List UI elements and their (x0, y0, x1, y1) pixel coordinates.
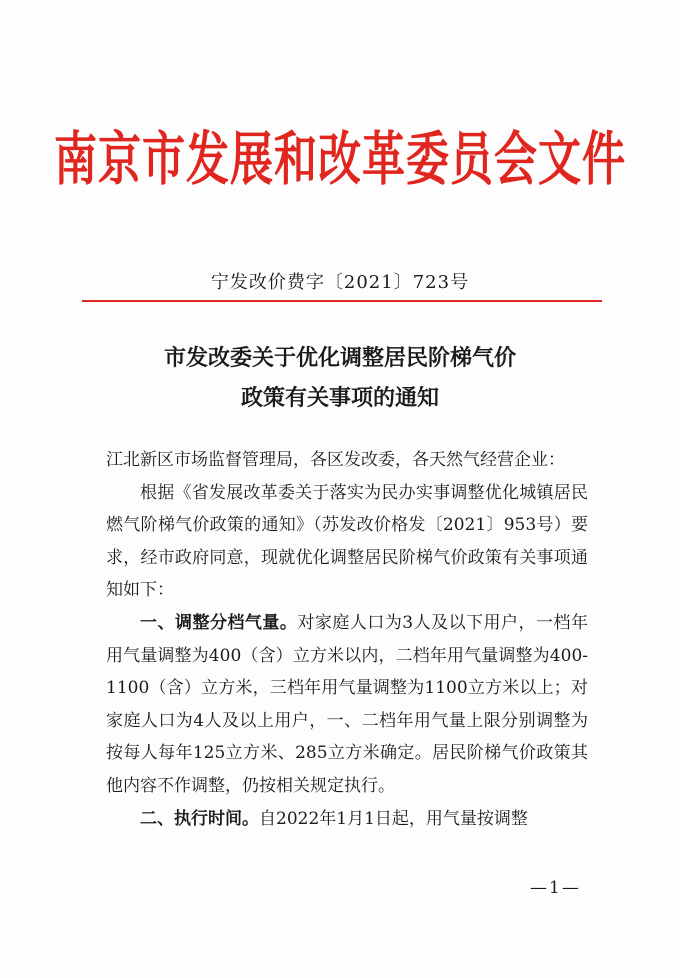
section-1-text: 对家庭人口为3人及以下用户，一档年用气量调整为400（含）立方米以内，二档年用气量调整为400-1100（含）立方米，三档年用气量调整为1100立方米以上；对家庭人口为4人及以上用户，一、二档年用气量上限分别调整为按每人每年125立方米、285立方米确定。居民阶梯气价政策其他内容不作调整，仍按相关规定执行。 (106, 612, 588, 796)
recipients-paragraph: 江北新区市场监督管理局，各区发改委，各天然气经营企业： (106, 450, 565, 470)
document-title-line-1: 市发改委关于优化调整居民阶梯气价 (163, 345, 516, 371)
section-1-heading: 一、调整分档气量。 (140, 612, 298, 633)
document-title-line-2: 政策有关事项的通知 (240, 385, 439, 411)
section-1-paragraph (106, 607, 588, 803)
header-red-divider (82, 300, 602, 302)
intro-paragraph: 根据《省发展改革委关于落实为民办实事调整优化城镇居民燃气阶梯气价政策的通知》（苏发改价格发〔2021〕953号）要求，经市政府同意，现就优化调整居民阶梯气价政策有关事项通知如下： (106, 482, 588, 601)
section-2-text: 自2022年1月1日起，用气量按调整 (259, 808, 528, 829)
document-body (106, 444, 588, 835)
document-number: 宁发改价费字〔2021〕723号 (210, 272, 470, 293)
document-title (0, 338, 680, 418)
page-number: —1— (530, 878, 581, 898)
section-2-paragraph (106, 803, 588, 836)
section-2-heading: 二、执行时间。 (140, 808, 259, 829)
issuer-header-title: 南京市发展和改革委员会文件 (54, 126, 626, 194)
